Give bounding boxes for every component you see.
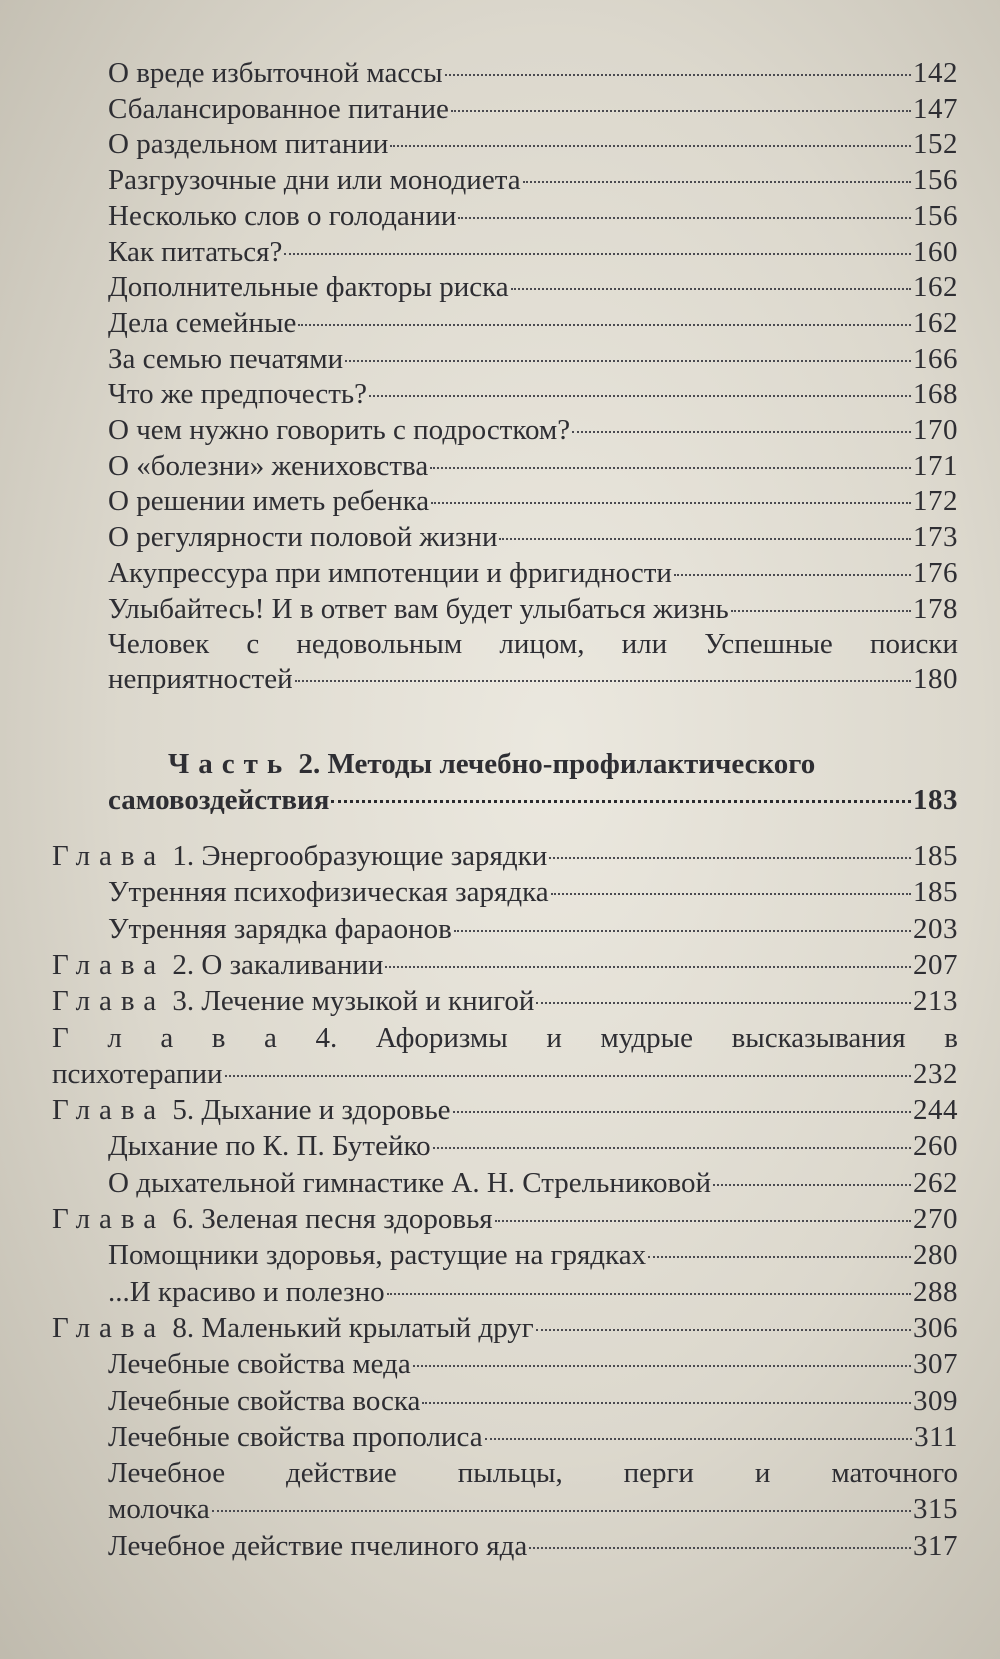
chapter-4-line1 bbox=[52, 1020, 958, 1056]
chapter-title: Маленький крылатый друг bbox=[201, 1312, 534, 1344]
dot-leader bbox=[453, 1111, 911, 1113]
subsection-entry bbox=[108, 1128, 958, 1164]
dot-leader bbox=[422, 1402, 911, 1404]
dot-leader bbox=[385, 966, 911, 968]
entry-title: Несколько слов о голодании bbox=[108, 200, 457, 232]
toc-entry bbox=[108, 412, 958, 448]
entry-title bbox=[52, 838, 547, 874]
toc-entry bbox=[108, 305, 958, 341]
page-number: 232 bbox=[913, 1058, 958, 1090]
page-number: 288 bbox=[913, 1276, 958, 1308]
dot-leader bbox=[295, 680, 911, 682]
entry-title: Что же предпочесть? bbox=[108, 378, 368, 410]
dot-leader bbox=[536, 1329, 911, 1331]
toc-entry bbox=[108, 269, 958, 305]
entry-title: Лечебные свойства прополиса bbox=[108, 1421, 483, 1453]
page-number: 152 bbox=[913, 128, 958, 160]
page-number: 262 bbox=[913, 1167, 958, 1199]
page-number: 156 bbox=[913, 200, 958, 232]
word: л bbox=[107, 1022, 122, 1054]
chapter-title: Лечение музыкой и книгой bbox=[201, 985, 535, 1017]
dot-leader bbox=[413, 1365, 911, 1367]
entry-title: О чем нужно говорить с подростком? bbox=[108, 414, 571, 446]
toc-entry bbox=[108, 91, 958, 127]
toc-entry bbox=[108, 376, 958, 412]
dot-leader bbox=[551, 893, 911, 895]
subsection-entry bbox=[108, 874, 958, 910]
page-number: 306 bbox=[913, 1312, 958, 1344]
toc-entry bbox=[108, 55, 958, 91]
chapter-title: Дыхание и здоровье bbox=[201, 1094, 451, 1126]
page-number: 317 bbox=[913, 1530, 958, 1562]
chapter-entry bbox=[52, 1310, 958, 1346]
toc-entry bbox=[108, 198, 958, 234]
subsection-entry bbox=[108, 1165, 958, 1201]
dot-leader bbox=[225, 1075, 911, 1077]
word: Лечебное bbox=[108, 1457, 226, 1489]
dot-leader bbox=[536, 1002, 911, 1004]
dot-leader bbox=[454, 930, 911, 932]
toc-entry bbox=[108, 591, 958, 627]
part-heading-line2 bbox=[108, 782, 958, 818]
dot-leader bbox=[369, 395, 911, 397]
chapter-label: Глава bbox=[52, 840, 166, 872]
entry-title: Дополнительные факторы риска bbox=[108, 271, 509, 303]
entry-title: психотерапии bbox=[52, 1058, 223, 1090]
entry-title: О «болезни» жениховства bbox=[108, 450, 429, 482]
word: перги bbox=[623, 1457, 694, 1489]
page-number: 178 bbox=[913, 593, 958, 625]
page-number: 160 bbox=[913, 236, 958, 268]
page-number: 185 bbox=[913, 840, 958, 872]
subsection-entry bbox=[108, 911, 958, 947]
page-number: 162 bbox=[913, 271, 958, 303]
page-number: 170 bbox=[913, 414, 958, 446]
entry-title bbox=[52, 947, 383, 983]
dot-leader bbox=[433, 1147, 911, 1149]
page-number: 203 bbox=[913, 913, 958, 945]
subsection-entry bbox=[108, 1528, 958, 1564]
page-number: 244 bbox=[913, 1094, 958, 1126]
chapter-entry bbox=[52, 1201, 958, 1237]
part-heading-line1 bbox=[168, 746, 958, 782]
page-number: 260 bbox=[913, 1130, 958, 1162]
entry-title: Утренняя психофизическая зарядка bbox=[108, 876, 549, 908]
chapter-label: Глава bbox=[52, 1094, 166, 1126]
dot-leader bbox=[458, 217, 911, 219]
chapter-entry bbox=[52, 983, 958, 1019]
word: маточного bbox=[831, 1457, 958, 1489]
entry-title: Улыбайтесь! И в ответ вам будет улыбаться жизнь bbox=[108, 593, 729, 625]
dot-leader bbox=[485, 1438, 912, 1440]
dot-leader bbox=[674, 574, 911, 576]
word: пыльцы, bbox=[457, 1457, 563, 1489]
word: и bbox=[754, 1457, 771, 1489]
toc-entry bbox=[108, 483, 958, 519]
subsection-entry bbox=[108, 1346, 958, 1382]
chapter-label: Глава bbox=[52, 1312, 166, 1344]
page-number: 173 bbox=[913, 521, 958, 553]
page-number: 166 bbox=[913, 343, 958, 375]
dot-leader bbox=[451, 110, 911, 112]
page-number: 213 bbox=[913, 985, 958, 1017]
chapter-entry bbox=[52, 838, 958, 874]
word: Афоризмы bbox=[375, 1022, 508, 1054]
page-number: 280 bbox=[913, 1239, 958, 1271]
dot-leader bbox=[390, 145, 911, 147]
entry-title: Дела семейные bbox=[108, 307, 297, 339]
toc-entry bbox=[108, 555, 958, 591]
entry-title: Лечебное действие пчелиного яда bbox=[108, 1530, 528, 1562]
toc-entry-line1 bbox=[108, 626, 958, 662]
dot-leader bbox=[431, 502, 911, 504]
entry-title: неприятностей bbox=[108, 663, 293, 695]
page-number: 309 bbox=[913, 1385, 958, 1417]
word: и bbox=[546, 1022, 562, 1054]
word: Человек bbox=[108, 628, 210, 660]
word: а bbox=[160, 1022, 174, 1054]
toc-entry bbox=[108, 126, 958, 162]
entry-title: Лечебные свойства воска bbox=[108, 1385, 421, 1417]
entry-title: О раздельном питании bbox=[108, 128, 389, 160]
page-number: 171 bbox=[913, 450, 958, 482]
entry-title: О регулярности половой жизни bbox=[108, 521, 498, 553]
entry-title: Как питаться? bbox=[108, 236, 283, 268]
subsection-entry bbox=[108, 1383, 958, 1419]
word: в bbox=[211, 1022, 226, 1054]
toc-entry bbox=[108, 341, 958, 377]
dot-leader bbox=[523, 181, 911, 183]
dot-leader bbox=[445, 74, 911, 76]
entry-title: За семью печатями bbox=[108, 343, 344, 375]
dot-leader bbox=[549, 857, 911, 859]
toc-entry-line2 bbox=[108, 661, 958, 697]
page-number: 270 bbox=[913, 1203, 958, 1235]
chapter-number: 1. bbox=[165, 840, 202, 872]
chapter-number: 2. bbox=[165, 949, 202, 981]
page-number: 156 bbox=[913, 164, 958, 196]
entry-title: Акупрессура при импотенции и фригидности bbox=[108, 557, 672, 589]
pollen-entry-line1 bbox=[108, 1455, 958, 1491]
page-number: 176 bbox=[913, 557, 958, 589]
dot-leader bbox=[511, 288, 911, 290]
chapter-entry bbox=[52, 1092, 958, 1128]
chapter-4-line2 bbox=[52, 1056, 958, 1092]
page-number: 180 bbox=[913, 663, 958, 695]
page-number: 142 bbox=[913, 57, 958, 89]
part-label: Часть bbox=[168, 748, 292, 780]
entry-title: Разгрузочные дни или монодиета bbox=[108, 164, 521, 196]
word: высказывания bbox=[731, 1022, 906, 1054]
dot-leader bbox=[387, 1293, 911, 1295]
page-number: 168 bbox=[913, 378, 958, 410]
page-number: 311 bbox=[914, 1421, 958, 1453]
word: а bbox=[264, 1022, 277, 1054]
page-number: 162 bbox=[913, 307, 958, 339]
chapter-title: Зеленая песня здоровья bbox=[201, 1203, 493, 1235]
entry-title: О решении иметь ребенка bbox=[108, 485, 430, 517]
dot-leader bbox=[499, 538, 911, 540]
dot-leader bbox=[298, 324, 911, 326]
chapter-title: О закаливании bbox=[201, 949, 384, 981]
chapter-number: 5. bbox=[165, 1094, 202, 1126]
page-number: 315 bbox=[913, 1493, 958, 1525]
entry-title bbox=[52, 1092, 451, 1128]
dot-leader bbox=[529, 1547, 911, 1549]
word: 4. bbox=[315, 1022, 338, 1054]
chapter-entry bbox=[52, 947, 958, 983]
entry-title bbox=[52, 1310, 534, 1346]
subsection-entry bbox=[108, 1274, 958, 1310]
dot-leader bbox=[572, 431, 911, 433]
word: мудрые bbox=[600, 1022, 694, 1054]
page-number: 147 bbox=[913, 93, 958, 125]
page-number: 307 bbox=[913, 1348, 958, 1380]
entry-title: Лечебные свойства меда bbox=[108, 1348, 411, 1380]
dot-leader bbox=[212, 1510, 911, 1512]
word: недовольным bbox=[296, 628, 463, 660]
pollen-entry-line2 bbox=[108, 1491, 958, 1527]
chapter-label: Глава bbox=[52, 949, 166, 981]
chapter-label: Глава bbox=[52, 1203, 166, 1235]
entry-title: Утренняя зарядка фараонов bbox=[108, 913, 452, 945]
word: лицом, bbox=[499, 628, 585, 660]
entry-title: самовоздействия bbox=[108, 784, 330, 816]
subsection-entry bbox=[108, 1237, 958, 1273]
word: поиски bbox=[869, 628, 958, 660]
entry-title: молочка bbox=[108, 1493, 210, 1525]
chapter-number: 3. bbox=[165, 985, 202, 1017]
toc-entry bbox=[108, 519, 958, 555]
word: Успешные bbox=[704, 628, 833, 660]
dot-leader bbox=[495, 1220, 911, 1222]
page-number: 183 bbox=[913, 784, 958, 816]
chapter-title: Энергообразующие зарядки bbox=[201, 840, 548, 872]
entry-title: О дыхательной гимнастике А. Н. Стрельниковой bbox=[108, 1167, 712, 1199]
dot-leader bbox=[331, 800, 911, 803]
dot-leader bbox=[713, 1184, 911, 1186]
entry-title: О вреде избыточной массы bbox=[108, 57, 443, 89]
page-number: 207 bbox=[913, 949, 958, 981]
entry-title: Помощники здоровья, растущие на грядках bbox=[108, 1239, 647, 1271]
page-number: 185 bbox=[913, 876, 958, 908]
word: или bbox=[621, 628, 668, 660]
toc-entry bbox=[108, 448, 958, 484]
toc-entry bbox=[108, 234, 958, 270]
word: в bbox=[944, 1022, 958, 1054]
dot-leader bbox=[430, 467, 911, 469]
dot-leader bbox=[648, 1256, 911, 1258]
dot-leader bbox=[284, 253, 911, 255]
entry-title bbox=[52, 983, 534, 1019]
page-number: 172 bbox=[913, 485, 958, 517]
entry-title: ...И красиво и полезно bbox=[108, 1276, 385, 1308]
chapter-number: 6. bbox=[165, 1203, 202, 1235]
entry-title: Дыхание по К. П. Бутейко bbox=[108, 1130, 431, 1162]
part-number: 2. bbox=[291, 748, 328, 780]
subsection-entry bbox=[108, 1419, 958, 1455]
word: с bbox=[246, 628, 260, 660]
dot-leader bbox=[345, 360, 911, 362]
word: Г bbox=[52, 1022, 69, 1054]
chapter-number: 8. bbox=[165, 1312, 202, 1344]
word: действие bbox=[286, 1457, 397, 1489]
part-title-text: Методы лечебно-профилактического bbox=[327, 748, 816, 780]
entry-title bbox=[52, 1201, 493, 1237]
toc-entry bbox=[108, 162, 958, 198]
chapter-label: Глава bbox=[52, 985, 166, 1017]
dot-leader bbox=[731, 610, 911, 612]
entry-title: Сбалансированное питание bbox=[108, 93, 449, 125]
